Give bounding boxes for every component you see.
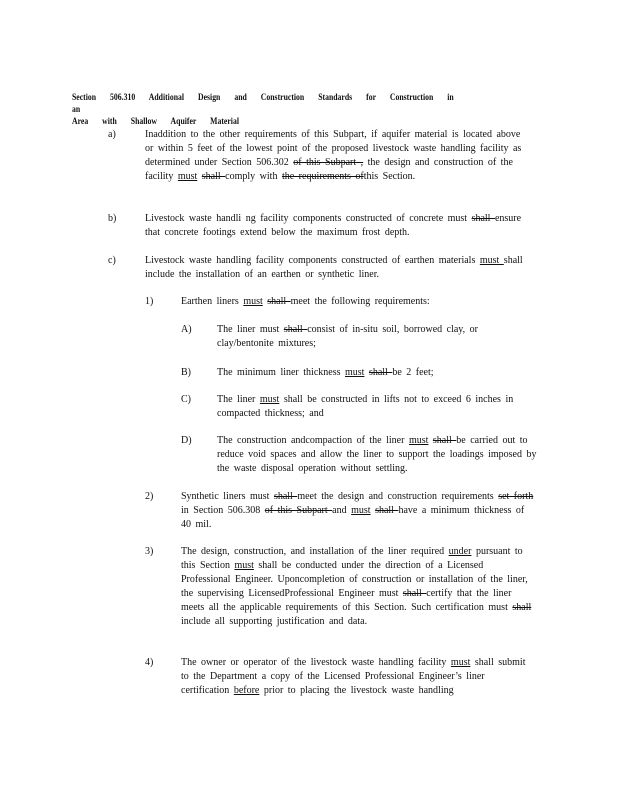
inserted-text: under — [448, 546, 472, 557]
inserted-text: must — [243, 296, 263, 307]
inserted-text: must — [408, 435, 429, 446]
paragraph-B: The minimum liner thickness must shall be 2 feet; — [217, 367, 434, 378]
item-label-b: b) — [108, 213, 117, 224]
paragraph-c1: Earthen liners must shall meet the following requirements: — [181, 296, 430, 307]
heading-line-2: Area with Shallow Aquifer Material — [72, 116, 239, 126]
item-label-D: D) — [181, 435, 192, 446]
struck-text: shall — [432, 435, 457, 446]
struck-text: shall — [201, 171, 226, 182]
item-label-c: c) — [108, 255, 116, 266]
paragraph-c2: Synthetic liners must shall meet the design and construction requirements set forth in Section 506.308 of this Subpart and must shall have a minimum thickness of 40 mil. — [181, 491, 534, 530]
paragraph-D: The construction andcompaction of the liner must shall be carried out to reduce void spaces and allow the liner to support the loadings imposed by the waste disposal operation without settling. — [217, 435, 537, 474]
paragraph-c3: The design, construction, and installation of the liner required under pursuant to this Section must shall be conducted under the direction of a Licensed Professional Engineer. Uponcompletion of construction or installation of the liner, the supervising LicensedProfessional Engineer must shall certify that the liner meets all the applicable requirements of this Section. Such certification must shall include all supporting justification and data. — [181, 546, 532, 627]
section-heading — [72, 91, 456, 127]
item-label-c1: 1) — [145, 296, 154, 307]
inserted-text: must — [450, 657, 471, 668]
item-label-c2: 2) — [145, 491, 154, 502]
struck-text: shall — [267, 296, 291, 307]
heading-line-1: Section 506.310 Additional Design and Construction Standards for Construction in an — [72, 92, 454, 114]
inserted-text: must — [344, 367, 365, 378]
struck-text: shall — [283, 324, 308, 335]
struck-text: shall — [375, 505, 399, 516]
item-label-a: a) — [108, 129, 116, 140]
paragraph-c4: The owner or operator of the livestock waste handling facility must shall submit to the Department a copy of the Licensed Professional Engineer’s liner certification before prior to placing the livestock waste handling — [181, 657, 526, 696]
paragraph-a: Inaddition to the other requirements of this Subpart, if aquifer material is located above or within 5 feet of the lowest point of the proposed livestock waste handling facility as determined under Section 506.302 of this Subpart , the design and construction of the facility must shall comply with the requirements ofthis Section. — [145, 129, 522, 182]
inserted-text: must — [479, 255, 504, 266]
struck-text: of this Subpart , — [293, 157, 364, 168]
item-label-A: A) — [181, 324, 192, 335]
paragraph-C: The liner must shall be constructed in lifts not to exceed 6 inches in compacted thickness; and — [217, 394, 514, 419]
struck-text: shall — [402, 588, 427, 599]
item-label-B: B) — [181, 367, 191, 378]
struck-text: set forth — [498, 491, 534, 502]
struck-text: the requirements of — [281, 171, 364, 182]
paragraph-b: Livestock waste handli ng facility components constructed of concrete must shall ensure that concrete footings extend below the maximum frost depth. — [145, 213, 522, 238]
inserted-text: must — [177, 171, 198, 182]
paragraph-A: The liner must shall consist of in-situ soil, borrowed clay, or clay/bentonite mixtures; — [217, 324, 478, 349]
struck-text: shall — [471, 213, 495, 224]
struck-text: shall — [512, 602, 532, 613]
item-label-c4: 4) — [145, 657, 154, 668]
paragraph-c: Livestock waste handling facility components constructed of earthen materials must shall include the installation of an earthen or synthetic liner. — [145, 255, 523, 280]
struck-text: shall — [273, 491, 298, 502]
inserted-text: must — [259, 394, 280, 405]
struck-text: shall — [368, 367, 393, 378]
item-label-c3: 3) — [145, 546, 154, 557]
item-label-C: C) — [181, 394, 191, 405]
inserted-text: before — [233, 685, 260, 696]
inserted-text: must — [351, 505, 371, 516]
struck-text: of this Subpart — [264, 505, 333, 516]
inserted-text: must — [234, 560, 254, 571]
